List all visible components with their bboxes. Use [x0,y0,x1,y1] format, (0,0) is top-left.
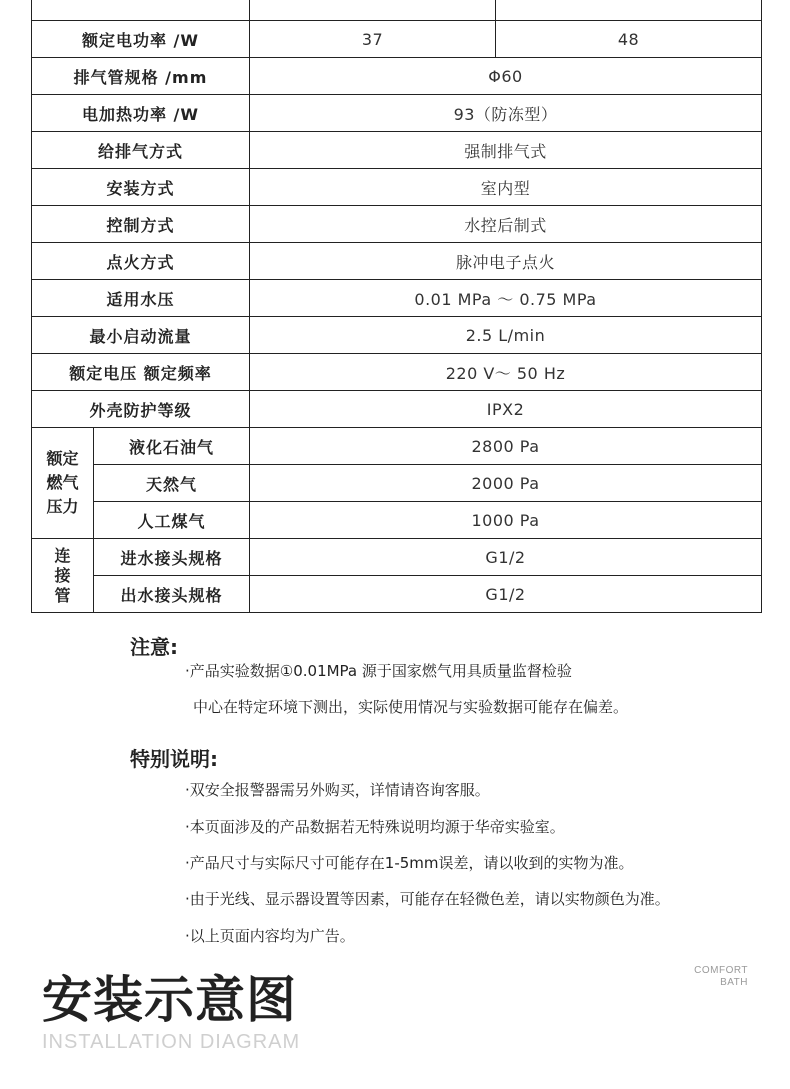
spec-row-gas [32,465,762,502]
special-title: 特别说明: [130,747,218,771]
spec-label: 点火方式 [32,243,250,280]
spec-value [250,0,496,21]
pipe-group-label: 连 接 管 [32,539,94,613]
spec-row [32,206,762,243]
spec-label: 电加热功率 /W [32,95,250,132]
spec-value: 37 [250,21,496,58]
spec-label: 额定电功率 /W [32,21,250,58]
spec-row-gas [32,428,762,465]
spec-label: 控制方式 [32,206,250,243]
spec-row-gas [32,502,762,539]
spec-value: 室内型 [250,169,762,206]
spec-row [32,58,762,95]
spec-row [32,317,762,354]
spec-row [32,169,762,206]
spec-label: 人工煤气 [94,502,250,539]
spec-label: 天然气 [94,465,250,502]
spec-label: 进水接头规格 [94,539,250,576]
spec-row-partial [32,0,762,21]
special-item: ·由于光线、显示器设置等因素，可能存在轻微色差，请以实物颜色为准。 [185,890,670,908]
spec-label: 额定电压 额定频率 [32,354,250,391]
spec-label: 安装方式 [32,169,250,206]
spec-value: G1/2 [250,576,762,613]
spec-row-pipe [32,539,762,576]
spec-row [32,95,762,132]
special-item: ·以上页面内容均为广告。 [185,927,355,945]
spec-row-pipe [32,576,762,613]
section-subtitle: INSTALLATION DIAGRAM [42,1031,301,1053]
spec-value: 0.01 MPa ～ 0.75 MPa [250,280,762,317]
brand-line: COMFORT [694,965,748,976]
brand-tag [694,965,748,989]
special-item: ·产品尺寸与实际尺寸可能存在1-5mm误差，请以收到的实物为准。 [185,854,634,872]
spec-value: 水控后制式 [250,206,762,243]
spec-row [32,391,762,428]
spec-value: 1000 Pa [250,502,762,539]
spec-label: 液化石油气 [94,428,250,465]
notice-title: 注意: [130,635,178,659]
spec-value: G1/2 [250,539,762,576]
spec-label [32,0,250,21]
spec-row [32,354,762,391]
spec-value: 脉冲电子点火 [250,243,762,280]
gas-pressure-group-label: 额定 燃气 压力 [32,428,94,539]
spec-value: 强制排气式 [250,132,762,169]
spec-row [32,132,762,169]
spec-value: 2.5 L/min [250,317,762,354]
spec-label: 排气管规格 /mm [32,58,250,95]
spec-label: 出水接头规格 [94,576,250,613]
spec-value: 2800 Pa [250,428,762,465]
spec-value: 2000 Pa [250,465,762,502]
spec-value [496,0,762,21]
notice-line: 中心在特定环境下测出，实际使用情况与实验数据可能存在偏差。 [193,698,629,716]
notice-line: ·产品实验数据①0.01MPa 源于国家燃气用具质量监督检验 [185,662,572,680]
spec-label: 给排气方式 [32,132,250,169]
spec-row [32,21,762,58]
spec-value: 48 [496,21,762,58]
spec-row [32,280,762,317]
spec-value: Φ60 [250,58,762,95]
spec-value: IPX2 [250,391,762,428]
spec-value: 220 V～ 50 Hz [250,354,762,391]
special-item: ·双安全报警器需另外购买，详情请咨询客服。 [185,781,490,799]
special-item: ·本页面涉及的产品数据若无特殊说明均源于华帝实验室。 [185,818,565,836]
spec-label: 适用水压 [32,280,250,317]
spec-label: 外壳防护等级 [32,391,250,428]
brand-line: BATH [720,977,748,988]
spec-value: 93（防冻型） [250,95,762,132]
spec-label: 最小启动流量 [32,317,250,354]
spec-table [31,0,762,613]
spec-row [32,243,762,280]
section-title: 安装示意图 [42,971,297,1029]
